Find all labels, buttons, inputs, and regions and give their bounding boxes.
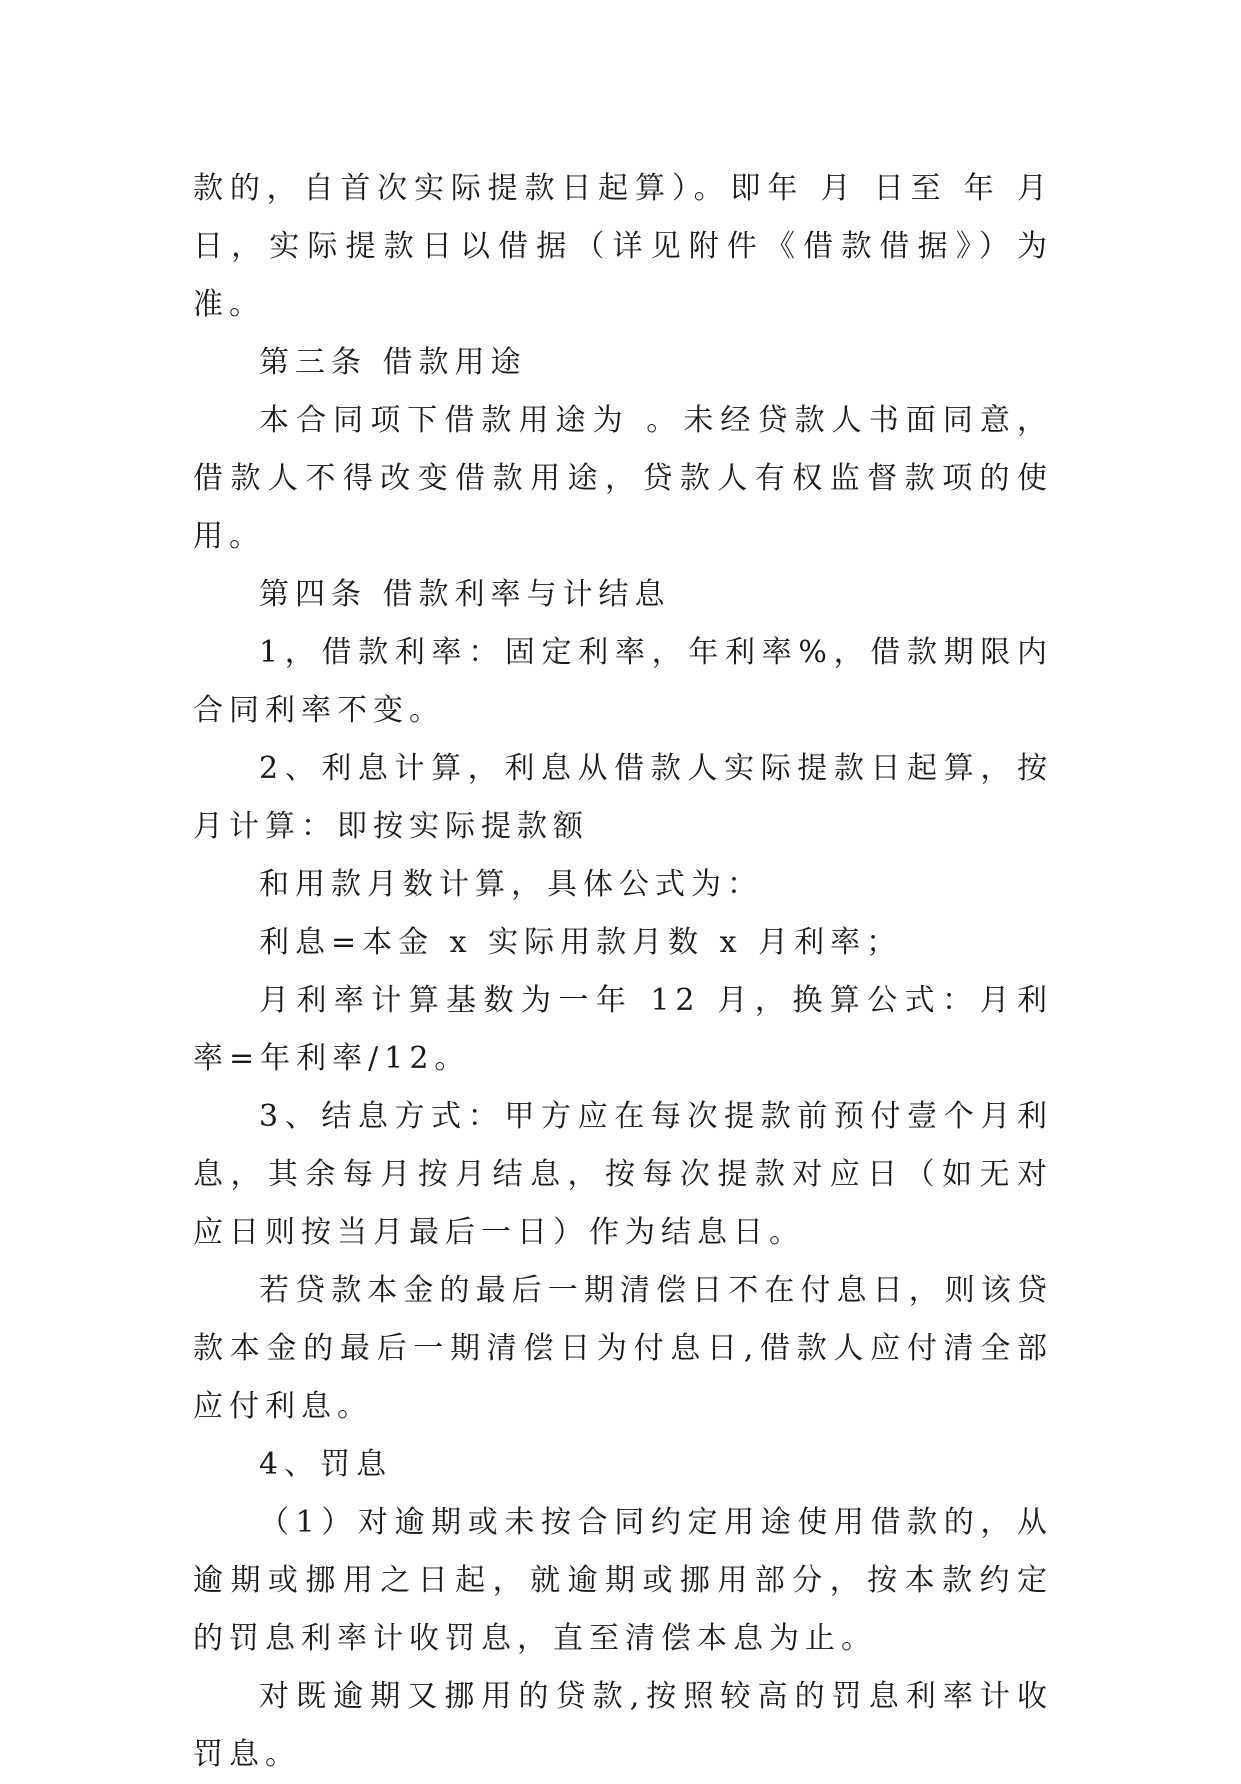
document-body xyxy=(193,160,1053,1784)
paragraph-final-repayment: 若贷款本金的最后一期清偿日不在付息日，则该贷款本金的最后一期清偿日为付息日,借款人应付清全部应付利息。 xyxy=(193,1273,1053,1424)
paragraph-interest-rate: 1，借款利率：固定利率，年利率%，借款期限内合同利率不变。 xyxy=(193,635,1053,728)
paragraph-monthly-rate: 月利率计算基数为一年 12 月，换算公式：月利率=年利率/12。 xyxy=(193,983,1053,1076)
paragraph-settlement-method: 3、结息方式：甲方应在每次提款前预付壹个月利息，其余每月按月结息，按每次提款对应日（如无对应日则按当月最后一日）作为结息日。 xyxy=(193,1099,1053,1250)
paragraph-article-3-title: 第三条 借款用途 xyxy=(259,345,527,380)
paragraph-penalty-title: 4、罚息 xyxy=(259,1447,393,1482)
paragraph-article-4-title: 第四条 借款利率与计结息 xyxy=(259,577,671,612)
paragraph-penalty-1: （1）对逾期或未按合同约定用途使用借款的，从逾期或挪用之日起，就逾期或挪用部分，按本款约定的罚息利率计收罚息，直至清偿本息为止。 xyxy=(193,1505,1053,1656)
paragraph-loan-purpose: 本合同项下借款用途为 。未经贷款人书面同意，借款人不得改变借款用途，贷款人有权监督款项的使用。 xyxy=(193,403,1053,554)
paragraph-interest-calc: 2、利息计算，利息从借款人实际提款日起算，按月计算：即按实际提款额 xyxy=(193,751,1053,844)
paragraph-1: 款的，自首次实际提款日起算）。即年 月 日至 年 月 日，实际提款日以借据（详见附件《借款借据》）为准。 xyxy=(193,171,1053,322)
paragraph-penalty-both: 对既逾期又挪用的贷款,按照较高的罚息利率计收罚息。 xyxy=(193,1679,1053,1772)
paragraph-formula-intro: 和用款月数计算，具体公式为： xyxy=(259,867,763,902)
paragraph-formula: 利息=本金 x 实际用款月数 x 月利率； xyxy=(259,925,903,960)
